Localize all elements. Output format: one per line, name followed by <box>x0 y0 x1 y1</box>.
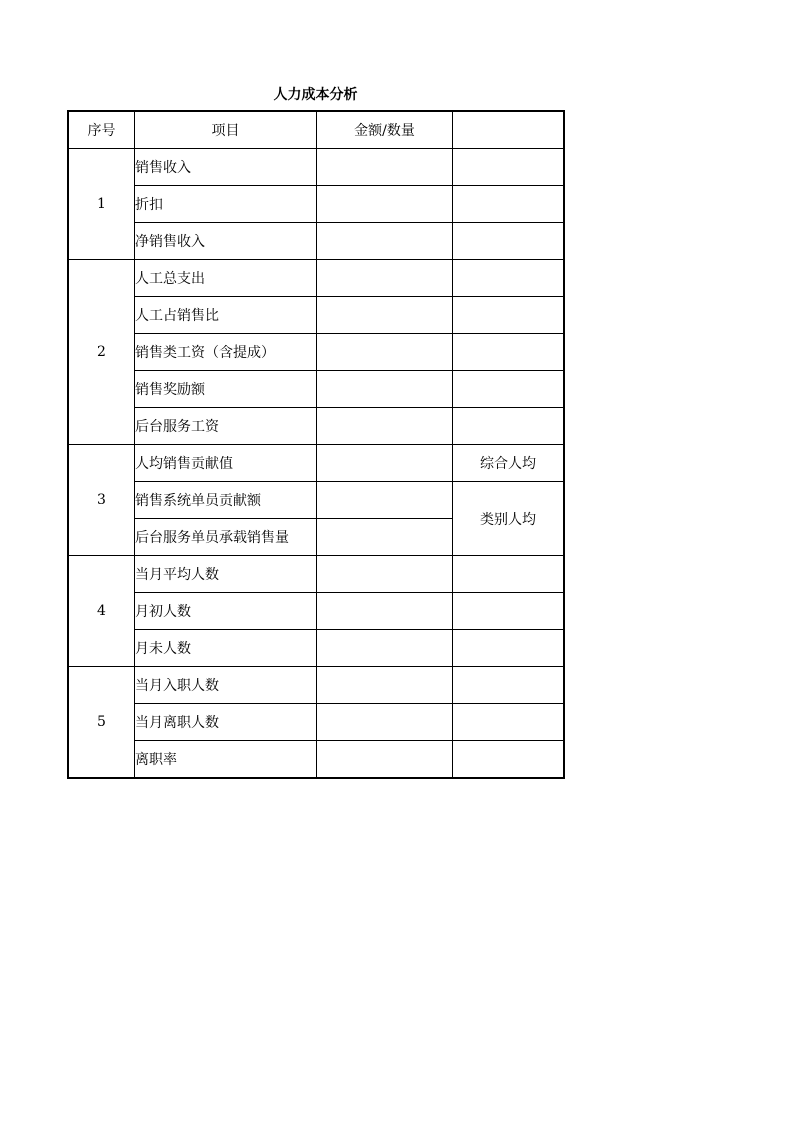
extra-cell[interactable] <box>453 186 564 223</box>
table-row <box>69 297 564 334</box>
item-cell[interactable]: 销售系统单员贡献额 <box>135 482 317 519</box>
item-cell[interactable]: 净销售收入 <box>135 223 317 260</box>
table-row <box>69 556 564 593</box>
amount-cell[interactable] <box>317 445 453 482</box>
amount-cell[interactable] <box>317 223 453 260</box>
extra-cell[interactable] <box>453 371 564 408</box>
table-row <box>69 371 564 408</box>
extra-cell[interactable] <box>453 704 564 741</box>
header-seq: 序号 <box>69 112 135 149</box>
amount-cell[interactable] <box>317 519 453 556</box>
item-cell[interactable]: 当月平均人数 <box>135 556 317 593</box>
item-cell[interactable]: 月初人数 <box>135 593 317 630</box>
table-row <box>69 408 564 445</box>
extra-cell[interactable] <box>453 408 564 445</box>
table-row <box>69 667 564 704</box>
amount-cell[interactable] <box>317 593 453 630</box>
extra-cell[interactable] <box>453 741 564 778</box>
analysis-table <box>68 111 564 778</box>
item-cell[interactable]: 离职率 <box>135 741 317 778</box>
seq-cell: 2 <box>69 260 135 445</box>
amount-cell[interactable] <box>317 297 453 334</box>
amount-cell[interactable] <box>317 334 453 371</box>
item-cell[interactable]: 后台服务单员承载销售量 <box>135 519 317 556</box>
table-row <box>69 704 564 741</box>
header-item: 项目 <box>135 112 317 149</box>
item-cell[interactable]: 当月离职人数 <box>135 704 317 741</box>
table-row <box>69 223 564 260</box>
item-cell[interactable]: 销售收入 <box>135 149 317 186</box>
amount-cell[interactable] <box>317 482 453 519</box>
table-row <box>69 630 564 667</box>
item-cell[interactable]: 折扣 <box>135 186 317 223</box>
seq-cell: 4 <box>69 556 135 667</box>
item-cell[interactable]: 销售奖励额 <box>135 371 317 408</box>
item-cell[interactable]: 后台服务工资 <box>135 408 317 445</box>
amount-cell[interactable] <box>317 667 453 704</box>
extra-cell[interactable] <box>453 260 564 297</box>
extra-cell[interactable] <box>453 334 564 371</box>
extra-cell[interactable] <box>453 223 564 260</box>
table-row <box>69 741 564 778</box>
seq-cell: 3 <box>69 445 135 556</box>
page-title: 人力成本分析 <box>273 87 358 103</box>
item-cell[interactable]: 人工占销售比 <box>135 297 317 334</box>
item-cell[interactable]: 人均销售贡献值 <box>135 445 317 482</box>
extra-cell[interactable] <box>453 556 564 593</box>
table-header-row <box>69 112 564 149</box>
header-extra <box>453 112 564 149</box>
item-cell[interactable]: 月未人数 <box>135 630 317 667</box>
seq-cell: 5 <box>69 667 135 778</box>
table-row <box>69 482 564 519</box>
table-row <box>69 149 564 186</box>
table-row <box>69 334 564 371</box>
amount-cell[interactable] <box>317 741 453 778</box>
amount-cell[interactable] <box>317 186 453 223</box>
item-cell[interactable]: 人工总支出 <box>135 260 317 297</box>
table-row <box>69 593 564 630</box>
amount-cell[interactable] <box>317 704 453 741</box>
amount-cell[interactable] <box>317 371 453 408</box>
amount-cell[interactable] <box>317 556 453 593</box>
extra-cell[interactable] <box>453 149 564 186</box>
header-amount: 金额/数量 <box>317 112 453 149</box>
item-cell[interactable]: 销售类工资（含提成） <box>135 334 317 371</box>
amount-cell[interactable] <box>317 630 453 667</box>
extra-cell[interactable] <box>453 630 564 667</box>
item-cell[interactable]: 当月入职人数 <box>135 667 317 704</box>
note-cell-overall-average[interactable]: 综合人均 <box>453 445 564 482</box>
extra-cell[interactable] <box>453 667 564 704</box>
table-row <box>69 260 564 297</box>
amount-cell[interactable] <box>317 408 453 445</box>
note-cell-category-average[interactable]: 类别人均 <box>453 482 564 556</box>
seq-cell: 1 <box>69 149 135 260</box>
table-row <box>69 186 564 223</box>
extra-cell[interactable] <box>453 297 564 334</box>
table-row <box>69 445 564 482</box>
extra-cell[interactable] <box>453 593 564 630</box>
amount-cell[interactable] <box>317 260 453 297</box>
amount-cell[interactable] <box>317 149 453 186</box>
